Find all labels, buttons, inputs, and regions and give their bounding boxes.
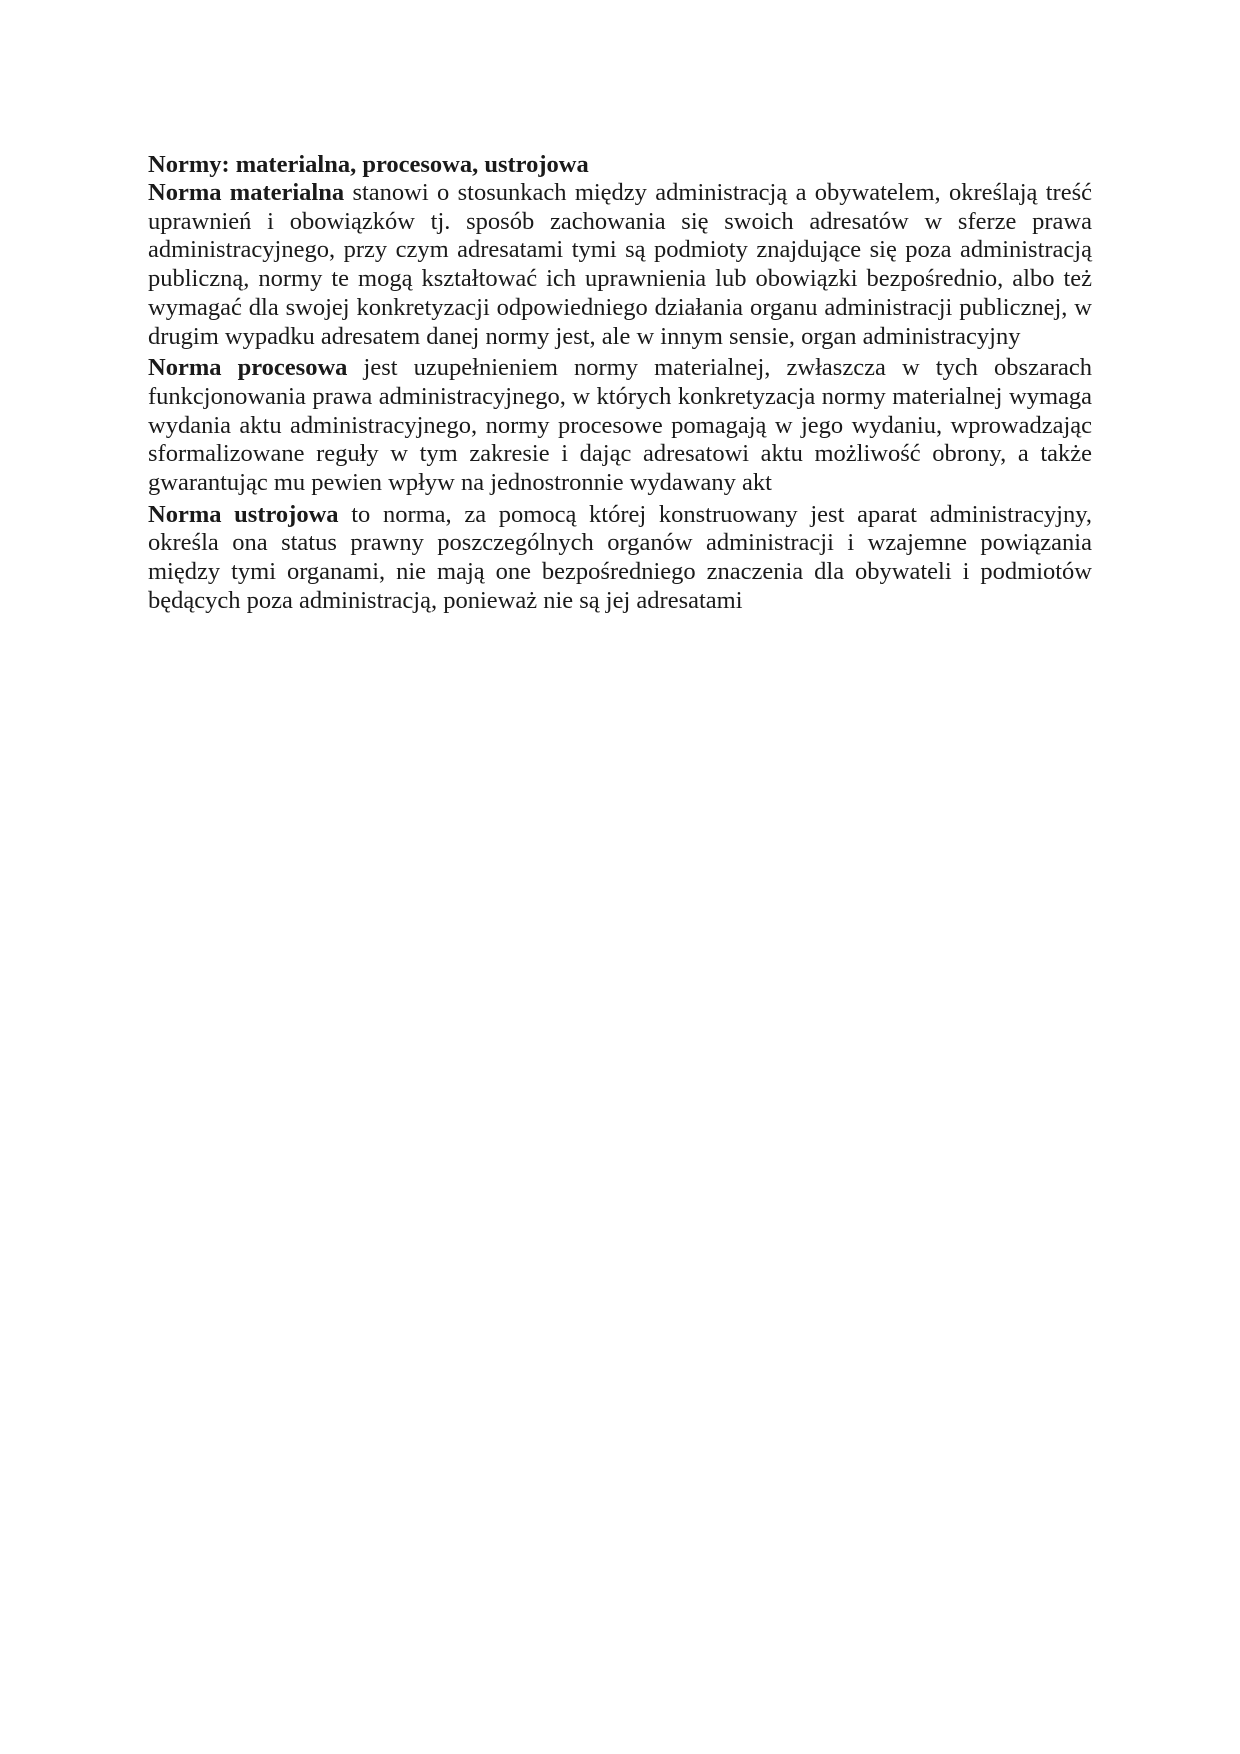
document-title: Normy: materialna, procesowa, ustrojowa (148, 151, 589, 178)
term-norma-materialna: Norma materialna (148, 179, 345, 206)
paragraph-text: to norma, za pomocą której konstruowany jest aparat administracyjny, określa ona status prawny poszczególnych organów administracji i wzajemne powiązania między tymi organami, nie mają one bezpośredniego znaczenia dla obywateli i podmiotów będących poza administracją, ponieważ nie są jej adresatami (148, 500, 1092, 614)
paragraph-norma-materialna (148, 179, 1092, 351)
term-norma-ustrojowa: Norma ustrojowa (148, 500, 339, 528)
document-content (148, 150, 1092, 619)
paragraph-norma-ustrojowa (148, 501, 1092, 616)
paragraph-text: jest uzupełnieniem normy materialnej, zwłaszcza w tych obszarach funkcjonowania prawa administracyjnego, w których konkretyzacja normy materialnej wymaga wydania aktu administracyjnego, normy procesowe pomagają w jego wydaniu, wprowadzając sformalizowane reguły w tym zakresie i dając adresatowi aktu możliwość obrony, a także gwarantując mu pewien wpływ na jednostronnie wydawany akt (148, 354, 1093, 497)
term-norma-procesowa: Norma procesowa (148, 354, 348, 382)
paragraph-text: stanowi o stosunkach między administracją a obywatelem, określają treść uprawnień i obowiązków tj. sposób zachowania się swoich adresatów w sferze prawa administracyjnego, przy czym adresatami tymi są podmioty znajdujące się poza administracją publiczną, normy te mogą kształtować ich uprawnienia lub obowiązki bezpośrednio, albo też wymagać dla swojej konkretyzacji odpowiedniego działania organu administracji publicznej, w drugim wypadku adresatem danej normy jest, ale w innym sensie, organ administracyjny (148, 179, 1092, 350)
paragraph-norma-procesowa (148, 354, 1092, 498)
